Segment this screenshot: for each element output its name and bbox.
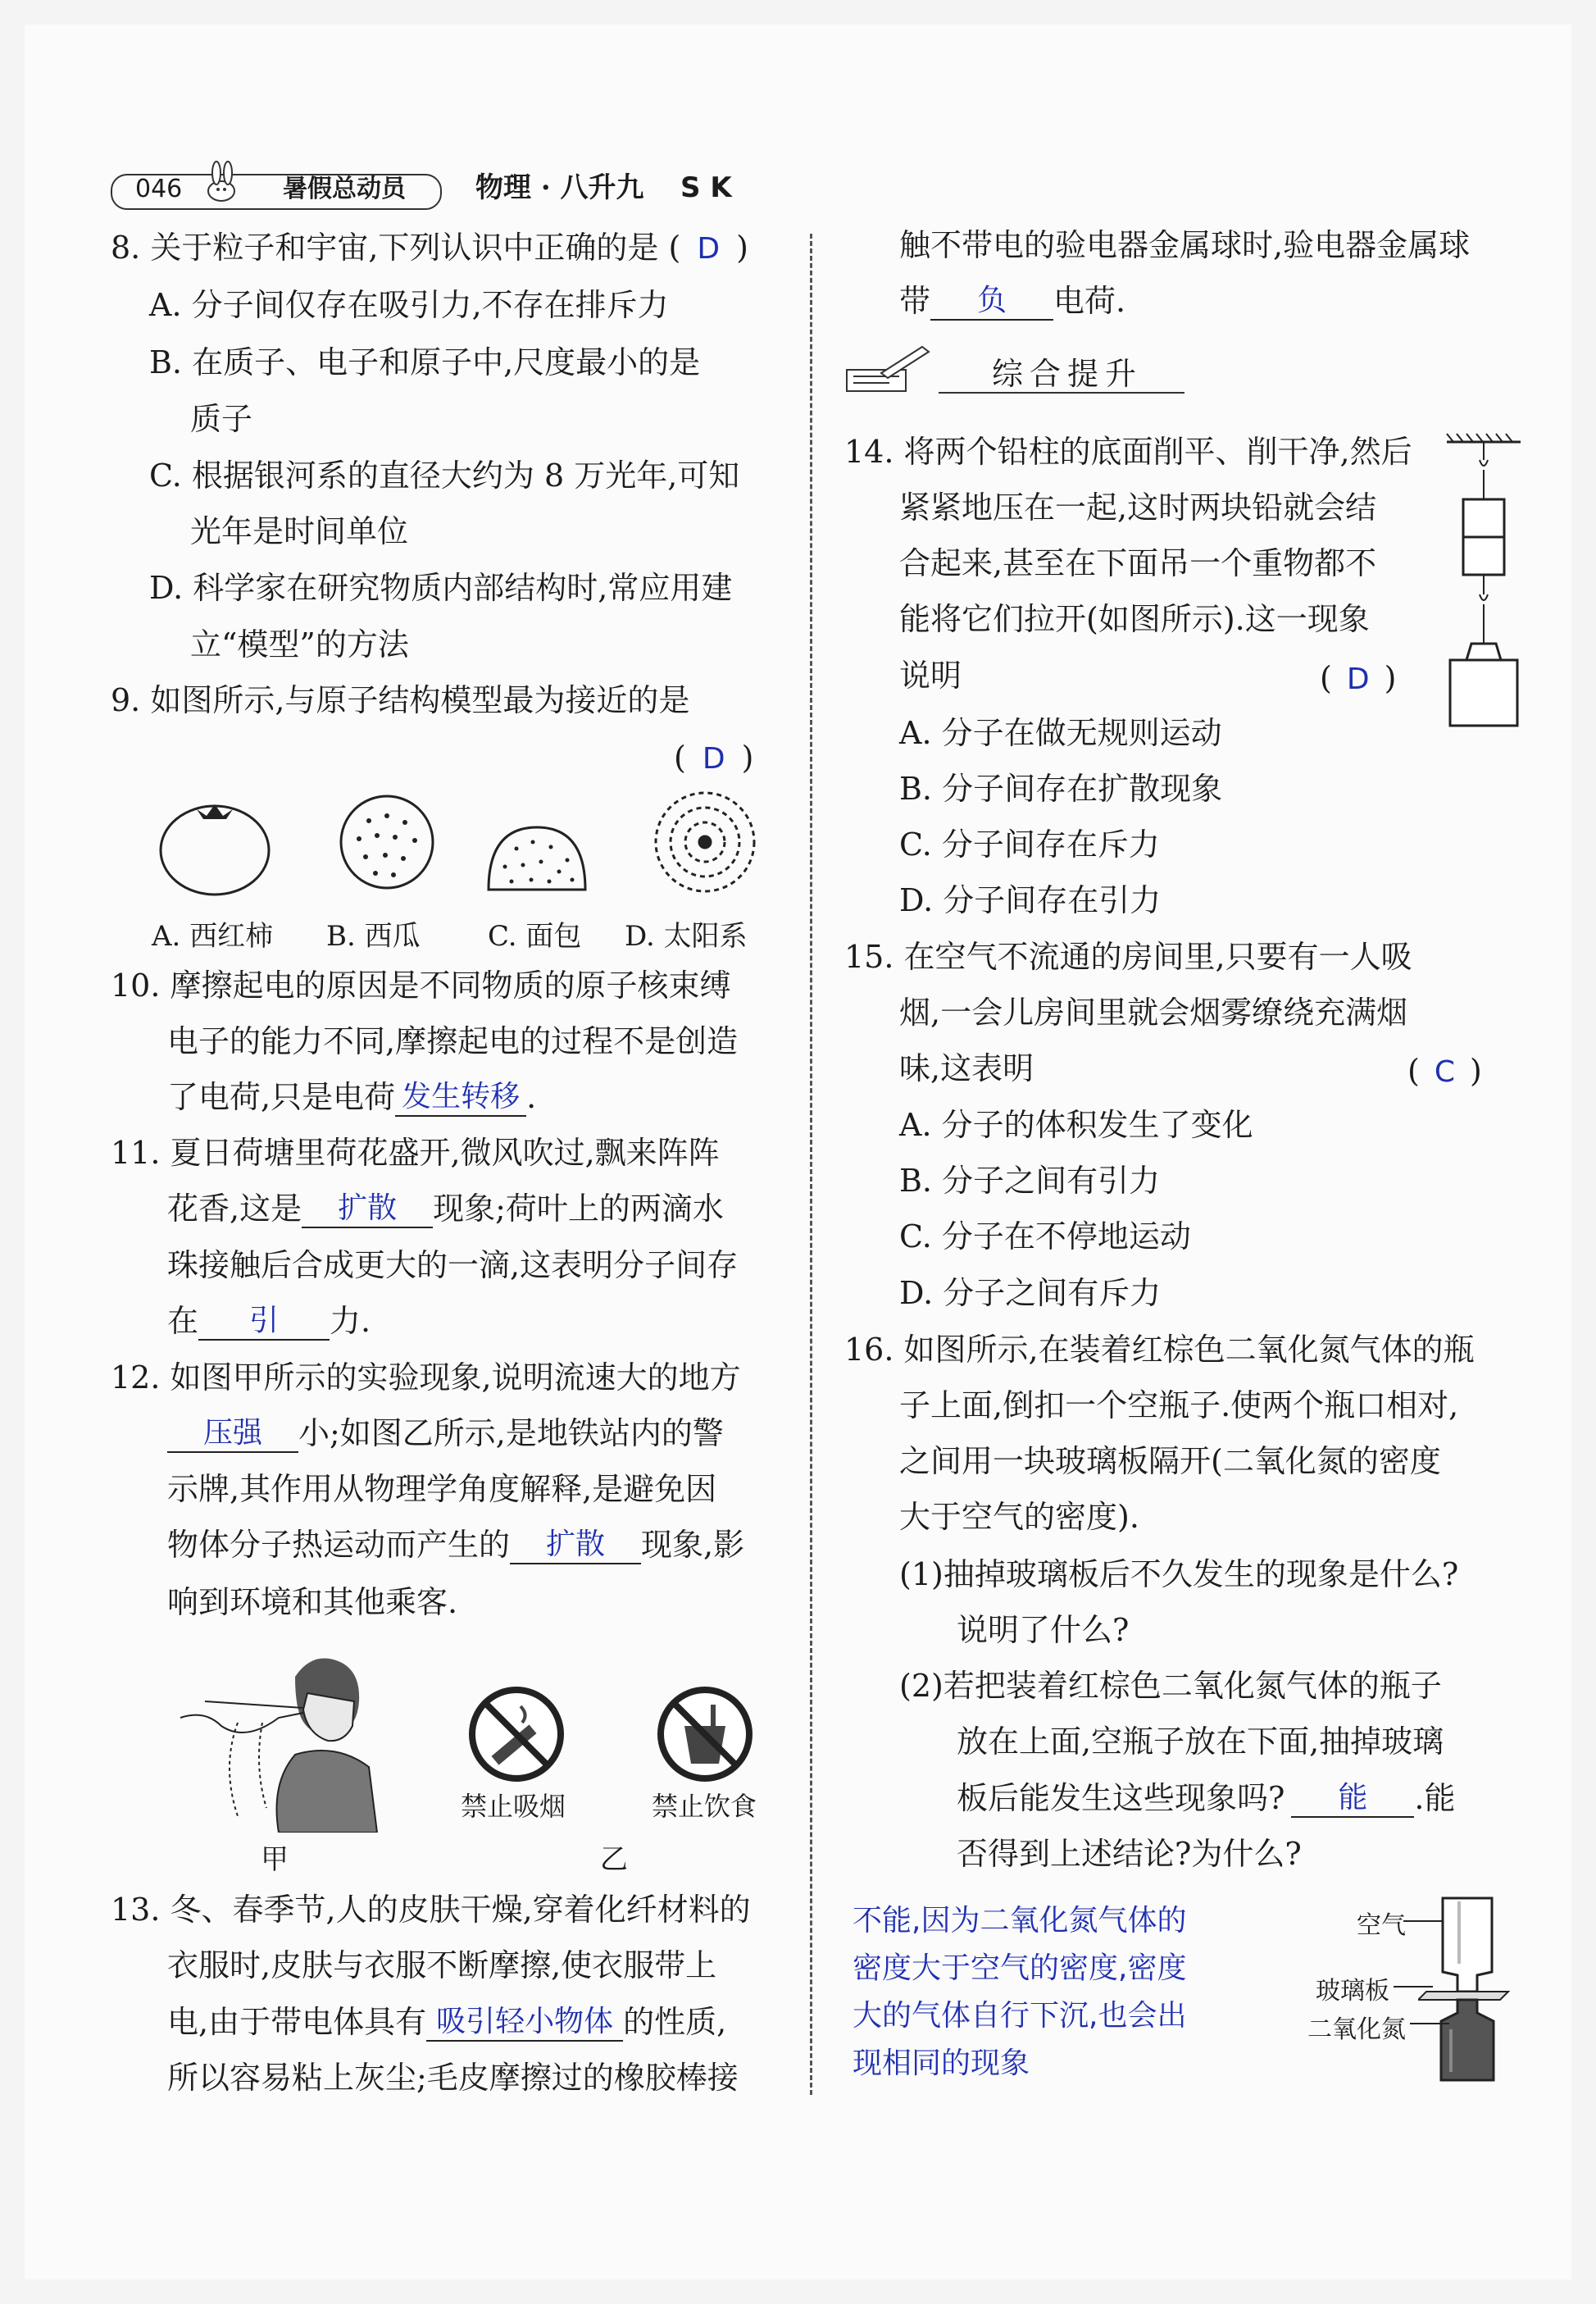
- q14-option-a: A. 分子在做无规则运动: [899, 715, 1222, 751]
- bread-figure: [489, 827, 585, 890]
- q11-answer1: 扩散: [302, 1189, 433, 1228]
- q16-part2-line1: (2)若把装着红棕色二氧化氮气体的瓶子: [899, 1668, 1442, 1704]
- sign-no-smoking-label: 禁止吸烟: [461, 1791, 566, 1822]
- q16-handwritten-line2: 密度大于空气的密度,密度: [853, 1951, 1187, 1985]
- q12-line3: 示牌,其作用从物理学角度解释,是避免因: [167, 1471, 717, 1507]
- q12-answer2: 扩散: [510, 1525, 641, 1564]
- q13-answer2: 负: [930, 281, 1053, 321]
- q14-line4: 能将它们拉开(如图所示).这一现象: [899, 601, 1370, 637]
- book-name: 暑假总动员: [283, 175, 406, 203]
- q13-answer1: 吸引轻小物体: [426, 2002, 623, 2042]
- fig-jia-label: 甲: [261, 1843, 289, 1876]
- q13-cont-line1: 触不带电的验电器金属球时,验电器金属球: [899, 227, 1471, 263]
- q11-line1: 11. 夏日荷塘里荷花盛开,微风吹过,飘来阵阵: [111, 1135, 720, 1171]
- subject-title: 物理 · 八升九: [475, 171, 644, 204]
- lead-cylinders-figure: [1439, 430, 1529, 738]
- q10-line2: 电子的能力不同,摩擦起电的过程不是创造: [167, 1023, 739, 1059]
- solar-system-figure: [656, 793, 754, 891]
- q16-part2-line2: 放在上面,空瓶子放在下面,抽掉玻璃: [957, 1723, 1444, 1760]
- q11-line3: 珠接触后合成更大的一滴,这表明分子间存: [167, 1247, 739, 1283]
- q8-option-a: A. 分子间仅存在吸引力,不存在排斥力: [149, 287, 669, 323]
- label-glass-plate: 玻璃板: [1316, 1977, 1389, 2006]
- q9-caption-b: B. 西瓜: [326, 920, 421, 953]
- q15-line3: 味,这表明: [899, 1050, 1034, 1086]
- q13-line2: 衣服时,皮肤与衣服不断摩擦,使衣服带上: [167, 1947, 717, 1983]
- q14-line2: 紧紧地压在一起,这时两块铅就会结: [899, 489, 1377, 526]
- label-air: 空气: [1357, 1911, 1406, 1940]
- q15-line1: 15. 在空气不流通的房间里,只要有一人吸: [844, 939, 1412, 975]
- column-divider: [810, 234, 812, 2095]
- q15-line2: 烟,一会儿房间里就会烟雾缭绕充满烟: [899, 995, 1408, 1031]
- q12-answer1: 压强: [167, 1414, 298, 1453]
- boy-blowing-paper-figure: [172, 1644, 385, 1833]
- q16-line4: 大于空气的密度).: [899, 1499, 1139, 1535]
- q8-option-c-cont: 光年是时间单位: [190, 513, 409, 549]
- watermelon-figure: [341, 796, 433, 888]
- q16-handwritten-line1: 不能,因为二氧化氮气体的: [853, 1904, 1187, 1937]
- section-title: 综合提升: [992, 356, 1144, 392]
- q12-line1: 12. 如图甲所示的实验现象,说明流速大的地方: [111, 1359, 741, 1396]
- q16-line1: 16. 如图所示,在装着红棕色二氧化氮气体的瓶: [844, 1332, 1475, 1368]
- q10-line1: 10. 摩擦起电的原因是不同物质的原子核束缚: [111, 968, 731, 1004]
- no-eating-sign-icon: [652, 1685, 758, 1792]
- q14-line1: 14. 将两个铅柱的底面削平、削干净,然后: [844, 434, 1412, 470]
- rabbit-mascot-icon: [197, 160, 246, 209]
- q8-option-c: C. 根据银河系的直径大约为 8 万光年,可知: [149, 458, 740, 494]
- q16-handwritten-line3: 大的气体自行下沉,也会出: [853, 1999, 1187, 2033]
- q11-line2: 花香,这是 扩散 现象;荷叶上的两滴水: [167, 1191, 724, 1227]
- q16-line3: 之间用一块玻璃板隔开(二氧化氮的密度: [899, 1443, 1441, 1479]
- q15-option-d: D. 分子之间有斥力: [899, 1275, 1162, 1311]
- q14-option-c: C. 分子间存在斥力: [899, 826, 1160, 863]
- q16-part2-line4: 否得到上述结论?为什么?: [957, 1836, 1302, 1872]
- q13-cont-line2: 带 负 电荷.: [899, 283, 1126, 319]
- q9-figures: [148, 791, 771, 914]
- edition-label: S K: [680, 171, 732, 204]
- q14-option-b: B. 分子间存在扩散现象: [899, 771, 1223, 807]
- q13-line1: 13. 冬、春季节,人的皮肤干燥,穿着化纤材料的: [111, 1892, 751, 1928]
- q16-part2-line3: 板后能发生这些现象吗? 能 .能: [957, 1780, 1456, 1816]
- q12-line4: 物体分子热运动而产生的 扩散 现象,影: [167, 1527, 745, 1563]
- q14-answer-paren: ( D ): [1320, 660, 1397, 696]
- q9-caption-a: A. 西红柿: [152, 920, 274, 953]
- q10-line3: 了电荷,只是电荷 发生转移 .: [167, 1079, 537, 1115]
- q8-stem: 8. 关于粒子和宇宙,下列认识中正确的是 ( D ): [111, 230, 748, 266]
- q14-option-d: D. 分子间存在引力: [899, 882, 1162, 918]
- no-smoking-sign-icon: [463, 1685, 570, 1792]
- q14-line3: 合起来,甚至在下面吊一个重物都不: [899, 545, 1377, 581]
- q9-answer-paren: ( D ): [674, 740, 754, 776]
- label-air-leader: [1403, 1915, 1444, 1931]
- q10-answer: 发生转移: [395, 1077, 526, 1117]
- label-glass-leader: [1394, 1978, 1435, 1995]
- q9-caption-c: C. 面包: [488, 920, 582, 953]
- q15-option-b: B. 分子之间有引力: [899, 1163, 1161, 1199]
- q15-option-c: C. 分子在不停地运动: [899, 1218, 1191, 1254]
- tomato-figure: [161, 804, 269, 895]
- page-number: 046: [135, 175, 183, 203]
- q16-line2: 子上面,倒扣一个空瓶子.使两个瓶口相对,: [899, 1387, 1459, 1423]
- q8-option-d: D. 科学家在研究物质内部结构时,常应用建: [149, 570, 733, 606]
- fig-yi-label: 乙: [600, 1843, 628, 1876]
- q13-line4: 所以容易粘上灰尘;毛皮摩擦过的橡胶棒接: [167, 2060, 739, 2096]
- sign-no-eating-label: 禁止饮食: [652, 1791, 757, 1822]
- q16-answer-blank: 能: [1291, 1778, 1414, 1818]
- q15-option-a: A. 分子的体积发生了变化: [899, 1107, 1253, 1143]
- q16-part1-line1: (1)抽掉玻璃板后不久发生的现象是什么?: [899, 1556, 1459, 1592]
- q11-answer2: 引: [198, 1301, 330, 1341]
- q11-line4: 在 引 力.: [167, 1303, 371, 1339]
- q15-answer-paren: ( C ): [1407, 1053, 1482, 1089]
- label-no2-leader: [1410, 2015, 1451, 2032]
- q8-option-b-cont: 质子: [190, 401, 253, 437]
- q9-caption-d: D. 太阳系: [625, 920, 748, 953]
- q8-option-d-cont: 立“模型”的方法: [190, 626, 409, 663]
- q12-line5: 响到环境和其他乘客.: [167, 1584, 458, 1620]
- q16-part1-line2: 说明了什么?: [957, 1612, 1130, 1648]
- q8-option-b: B. 在质子、电子和原子中,尺度最小的是: [149, 344, 701, 380]
- label-no2: 二氧化氮: [1307, 2015, 1406, 2044]
- q9-stem: 9. 如图所示,与原子结构模型最为接近的是: [111, 682, 690, 718]
- q12-line2: 压强 小;如图乙所示,是地铁站内的警: [167, 1414, 724, 1453]
- q13-line3: 电,由于带电体具有 吸引轻小物体 的性质,: [167, 2004, 727, 2040]
- q14-line5: 说明: [899, 658, 962, 694]
- q16-handwritten-line4: 现相同的现象: [853, 2047, 1030, 2080]
